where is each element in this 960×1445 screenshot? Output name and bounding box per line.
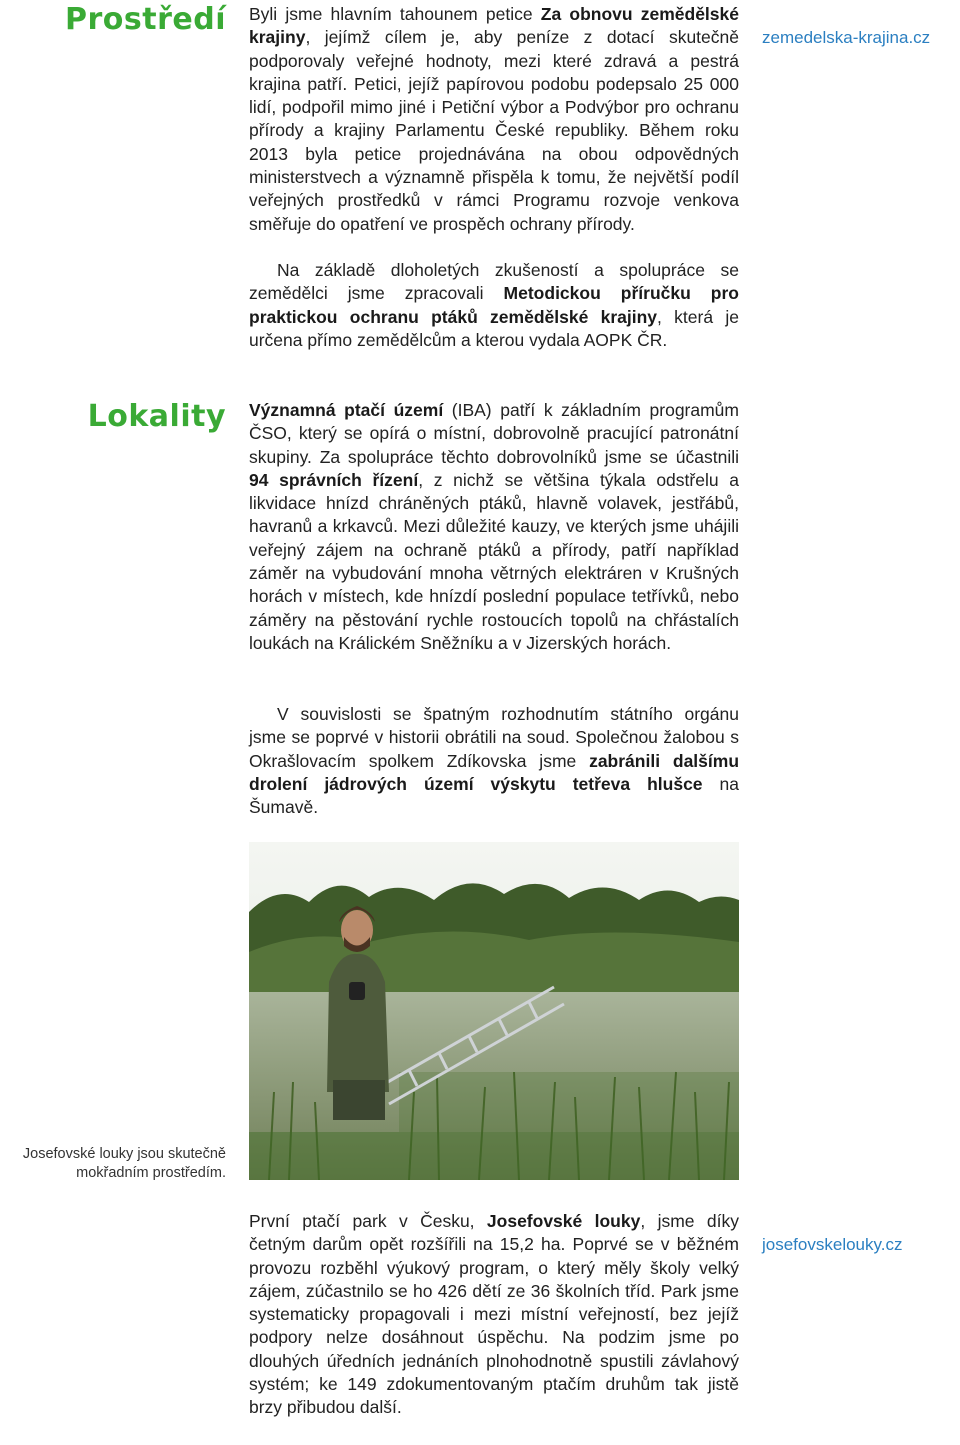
paragraph-metodicka-prirucka: [249, 259, 739, 352]
text-span: V souvislosti se špatným rozhodnutím státního orgánu jsme se poprvé v historii obrátili na soud. Společnou žalobou s Okrašlovacím spolkem Zdíkovska jsme: [249, 704, 739, 771]
photo-wetland-researcher: [249, 842, 739, 1180]
section-heading-lokality: Lokality: [87, 399, 226, 434]
text-span: , z nichž se většina týkala odstřelu a likvidace hnízd chráněných ptáků, hlavně volavek, jestřábů, havranů a krkavců. Mezi důležité kauzy, ve kterých jsme uhájili veřejný zájem na ochraně ptáků a přírody, patří například záměr na vybudování mnoha větrných elektráren v Krušných horách v místech, kde hnízdí poslední populace tetřívků, nebo záměry na pěstování rychle rostoucích topolů na chřástalích loukách na Králickém Sněžníku a v Jizerských horách.: [249, 469, 739, 653]
bold-text-rizeni: 94 správních řízení: [249, 469, 419, 490]
text-span: První ptačí park v Česku,: [249, 1211, 487, 1231]
text-span: na Šumavě.: [249, 773, 739, 818]
paragraph-iba: [249, 399, 739, 655]
paragraph-petice: [249, 3, 739, 236]
bold-text-petice: Za obnovu zemědělské krajiny: [249, 4, 739, 48]
photo-illustration: [249, 842, 739, 1180]
text-span: , jsme díky četným darům opět rozšířili na 15,2 ha. Poprvé se v běžném provozu rozběhl výukový program, o který měly školy velký zájem, zúčastnilo se ho 426 dětí ze 36 školních tříd. Park jsme systematicky propagovali i mezi místní veřejností, bez jejíž podpory nelze dosáhnout úspěchu. Na podzim jsme po dlouhých úředních jednáních plnohodnotně spustili závlahový systém; ke 149 zdokumentovaným ptačím druhům tak jistě brzy přibudou další.: [249, 1211, 739, 1418]
text-span: Byli jsme hlavním tahounem petice: [249, 4, 541, 24]
text-span: , která je určena přímo zemědělcům a kterou vydala AOPK ČR.: [249, 306, 739, 350]
bold-text-iba: Významná ptačí území: [249, 400, 444, 420]
bold-text-prirucka: Metodickou příručku pro praktickou ochranu ptáků zemědělské krajiny: [249, 283, 739, 327]
bold-text-josefovske: Josefovské louky: [486, 1211, 641, 1231]
section-heading-prostredi: Prostředí: [65, 2, 226, 37]
text-span: (IBA) patří k základním programům ČSO, který se opírá o místní, dobrovolně pracující patronátní skupiny. Za spolupráce těchto dobrovolníků jsme se účastnili: [249, 400, 739, 467]
paragraph-soud: [249, 703, 739, 819]
link-josefovske-louky[interactable]: josefovskelouky.cz: [762, 1235, 903, 1254]
text-span: Na základě dloholetých zkušeností a spolupráce se zemědělci jsme zpracovali: [249, 260, 739, 304]
text-span: , jejímž cílem je, aby peníze z dotací skutečně podporovaly veřejné hodnoty, mezi které zdravá a pestrá krajina patří. Petici, jejíž papírovou podobu podepsalo 25 000 lidí, podpořil mimo jiné i Petiční výbor a Podvýbor pro ochranu přírody a krajiny Parlamentu České republiky. Během roku 2013 byla petice projednávána na obou odpovědných ministerstvech a významně přispěla k tomu, že největší podíl veřejných prostředků v rámci Programu rozvoje venkova směřuje do opatření ve prospěch ochrany přírody.: [249, 27, 739, 234]
bold-text-tetrev: zabránili dalšímu drolení jádrových území výskytu tetřeva hlušce: [249, 750, 740, 794]
link-zemedelska-krajina[interactable]: zemedelska-krajina.cz: [762, 28, 931, 47]
paragraph-josefovske-louky: [249, 1210, 739, 1420]
photo-caption: Josefovské louky jsou skutečně mokřadním prostředím.: [22, 1146, 226, 1181]
